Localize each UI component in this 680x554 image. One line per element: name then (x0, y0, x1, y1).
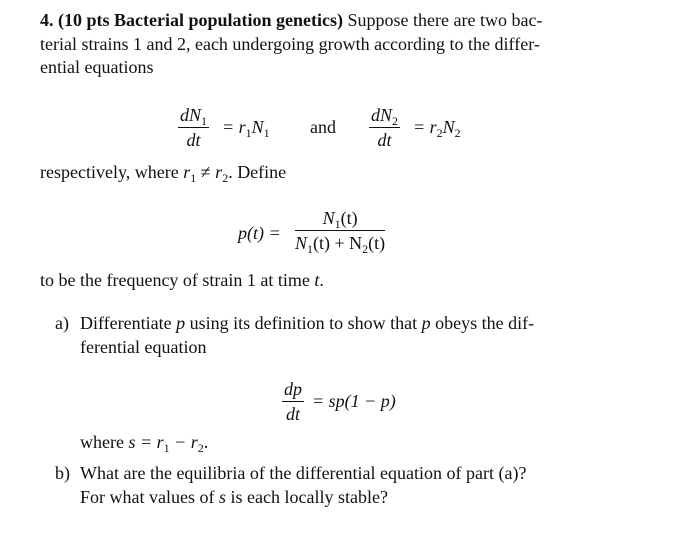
equation-rhs-2: = $r_2N_2$ (413, 117, 461, 140)
part-a-label: a) (55, 313, 69, 333)
part-b-text: What are the equilibria of the differential equation of part (a)? (80, 463, 527, 483)
part-b-text: For what values of s is each locally stable? (80, 487, 388, 507)
fraction-p-def: $\frac{N_1(t)}{N_1(t) + N_2(t)}$ (295, 208, 386, 256)
problem-title: (10 pts Bacterial population genetics) (58, 10, 343, 30)
part-b-label: b) (55, 463, 70, 483)
problem-header (40, 9, 542, 31)
part-a-text: Differentiate p using its definition to show that p obeys the dif- (80, 313, 535, 333)
intro-text: terial strains 1 and 2, each undergoing growth according to the differ- (40, 34, 540, 54)
problem-number: 4. (40, 10, 54, 30)
equation-rhs-1: = $r_1N_1$ (222, 117, 270, 140)
fraction-dp-dt: $\frac{dp}{dt}$ (284, 379, 302, 424)
p-def-lhs: p(t) = (238, 223, 281, 243)
and-text: and (310, 117, 336, 137)
intro-text: ential equations (40, 57, 154, 77)
intro-text: Suppose there are two bac- (347, 10, 543, 30)
fraction-dn2-dt: $\frac{dN_2}{dt}$ (371, 105, 399, 150)
part-a-text: ferential equation (80, 337, 207, 357)
frequency-line: to be the frequency of strain 1 at time t. (40, 270, 324, 290)
logistic-rhs: = sp(1 − p) (312, 391, 396, 411)
respectively-line: respectively, where $r_1 \ne r_2$. Define (40, 162, 287, 185)
fraction-dn1-dt: $\frac{dN_1}{dt}$ (180, 105, 208, 150)
where-s-line: where $s = r_1 - r_2$. (80, 432, 209, 455)
